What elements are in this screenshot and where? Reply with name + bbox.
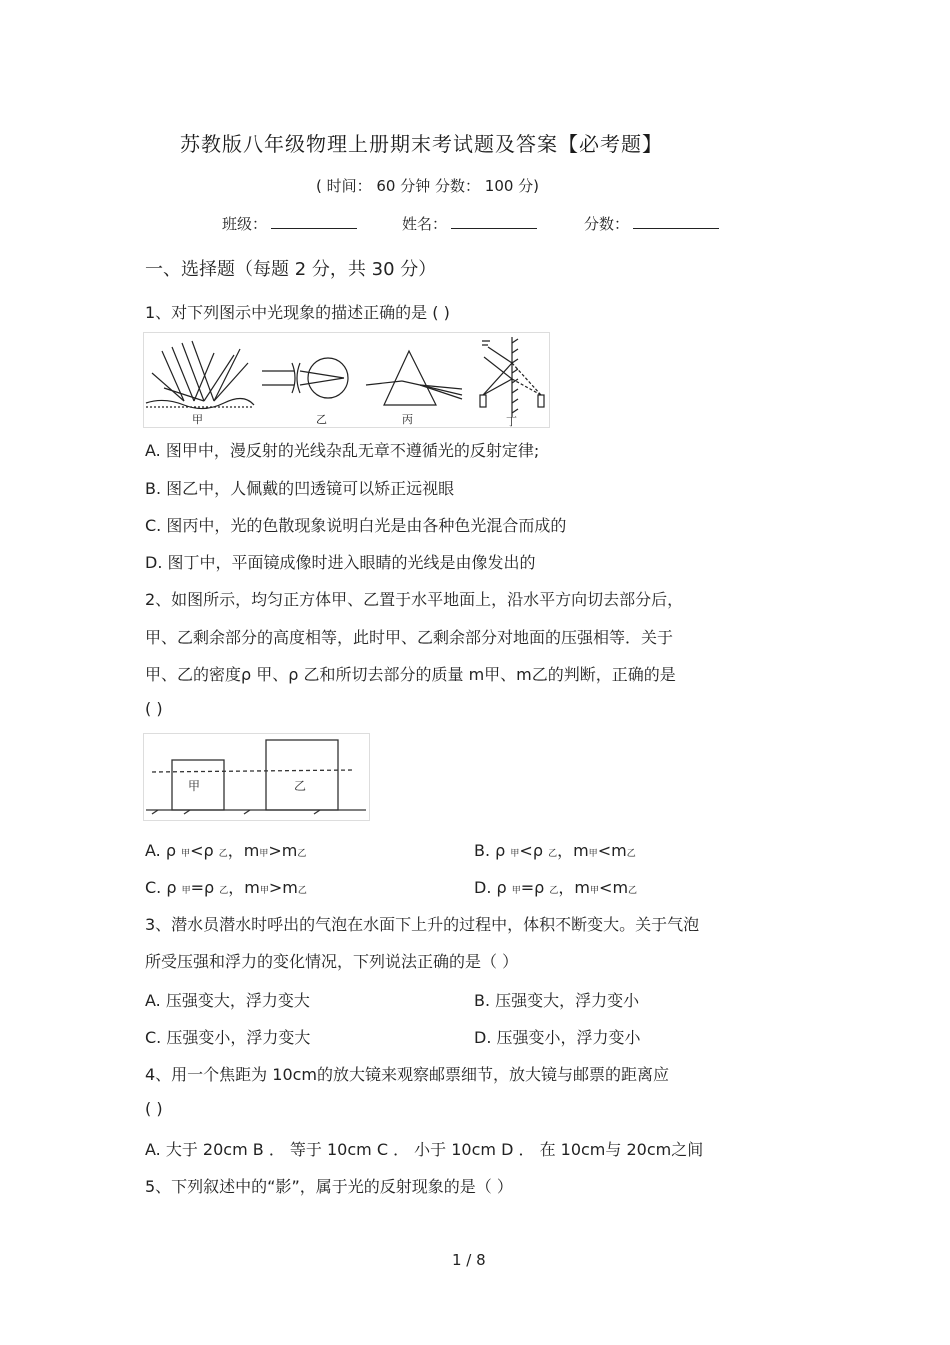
q3-line-2: 所受压强和浮力的变化情况，下列说法正确的是（ ） bbox=[145, 952, 519, 971]
q4-line-1: 4、用一个焦距为 10cm的放大镜来观察邮票细节，放大镜与邮票的距离应 bbox=[145, 1065, 670, 1084]
page-number: 1 / 8 bbox=[452, 1251, 486, 1269]
q2-line-2: 甲、乙剩余部分的高度相等，此时甲、乙剩余部分对地面的压强相等．关于 bbox=[145, 628, 674, 647]
page-title: 苏教版八年级物理上册期末考试题及答案【必考题】 bbox=[180, 132, 663, 156]
exam-info: ( 时间： 60 分钟 分数： 100 分) bbox=[316, 177, 540, 195]
fig-label-ding: 丁 bbox=[506, 415, 517, 428]
class-blank bbox=[271, 212, 357, 229]
q4-options: A. 大于 20cm B ． 等于 10cm C ． 小于 10cm D ． 在 10cm与 20cm之间 bbox=[145, 1140, 704, 1159]
fig-jia-diffuse-reflection bbox=[146, 341, 254, 409]
q4-line-2: ( ) bbox=[145, 1099, 163, 1118]
score-label: 分数： bbox=[584, 215, 630, 233]
q2-line-4: ( ) bbox=[145, 699, 163, 718]
q5-stem: 5、下列叙述中的“影”，属于光的反射现象的是（ ） bbox=[145, 1177, 513, 1196]
cube-label-yi: 乙 bbox=[294, 779, 307, 793]
fig-ding-plane-mirror bbox=[480, 337, 544, 417]
class-label: 班级： bbox=[222, 215, 268, 233]
q1-stem: 1、对下列图示中光现象的描述正确的是 ( ) bbox=[145, 303, 450, 322]
score-blank bbox=[633, 212, 719, 229]
q1-option-a: A. 图甲中，漫反射的光线杂乱无章不遵循光的反射定律; bbox=[145, 441, 540, 460]
fig-label-yi: 乙 bbox=[316, 413, 327, 426]
class-field bbox=[222, 212, 357, 234]
q2-line-1: 2、如图所示，均匀正方体甲、乙置于水平地面上，沿水平方向切去部分后， bbox=[145, 590, 684, 609]
name-field bbox=[402, 212, 537, 234]
fig-label-jia: 甲 bbox=[192, 413, 203, 426]
q2-option-b: B. ρ 甲<ρ 乙，m甲<m乙 bbox=[474, 841, 636, 860]
q2-figure bbox=[143, 733, 370, 821]
name-label: 姓名： bbox=[402, 215, 448, 233]
q3-option-a: A. 压强变大，浮力变大 bbox=[145, 991, 310, 1010]
q2-line-3: 甲、乙的密度ρ 甲、ρ 乙和所切去部分的质量 m甲、m乙的判断，正确的是 bbox=[145, 665, 676, 684]
q1-figure bbox=[143, 332, 550, 428]
q1-option-d: D. 图丁中，平面镜成像时进入眼睛的光线是由像发出的 bbox=[145, 553, 536, 572]
fig-bing-prism bbox=[366, 351, 462, 405]
name-blank bbox=[451, 212, 537, 229]
fig-cubes bbox=[146, 740, 366, 814]
score-field bbox=[584, 212, 719, 234]
q3-option-b: B. 压强变大，浮力变小 bbox=[474, 991, 640, 1010]
q3-line-1: 3、潜水员潜水时呼出的气泡在水面下上升的过程中，体积不断变大。关于气泡 bbox=[145, 915, 700, 934]
q3-option-d: D. 压强变小，浮力变小 bbox=[474, 1028, 641, 1047]
cube-label-jia: 甲 bbox=[188, 779, 201, 793]
section-heading: 一、选择题（每题 2 分，共 30 分） bbox=[145, 259, 437, 280]
q1-option-c: C. 图丙中，光的色散现象说明白光是由各种色光混合而成的 bbox=[145, 516, 567, 535]
q2-option-d: D. ρ 甲=ρ 乙，m甲<m乙 bbox=[474, 878, 638, 897]
fig-yi-eye-lens bbox=[262, 358, 348, 398]
q1-option-b: B. 图乙中，人佩戴的凹透镜可以矫正远视眼 bbox=[145, 479, 455, 498]
q2-option-a: A. ρ 甲<ρ 乙，m甲>m乙 bbox=[145, 841, 307, 860]
fig-label-bing: 丙 bbox=[402, 413, 413, 426]
q3-option-c: C. 压强变小，浮力变大 bbox=[145, 1028, 311, 1047]
q2-option-c: C. ρ 甲=ρ 乙，m甲>m乙 bbox=[145, 878, 307, 897]
